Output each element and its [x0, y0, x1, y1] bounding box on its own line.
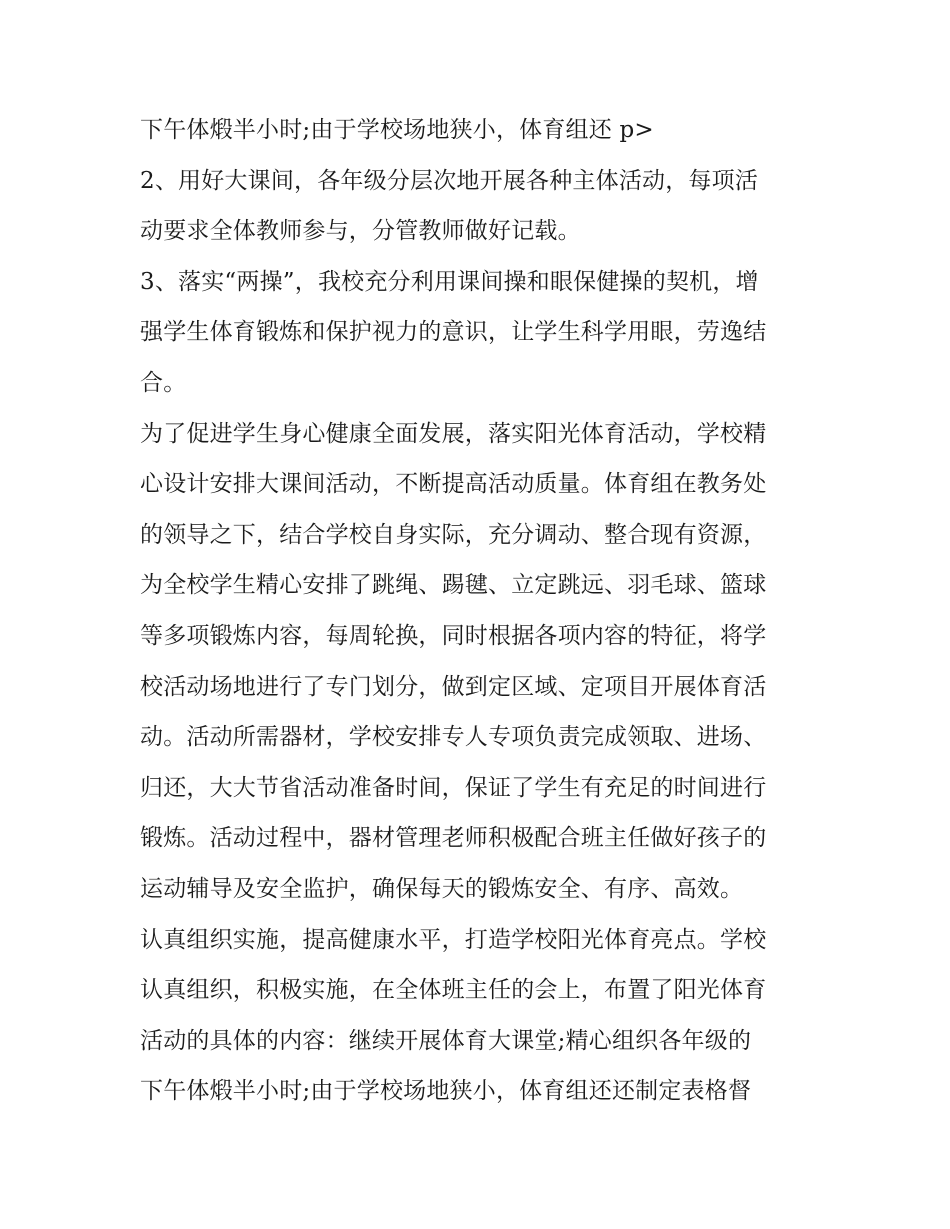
text-line: 为全校学生精心安排了跳绳、踢毽、立定跳远、羽毛球、篮球 [140, 572, 767, 599]
text-line: 下午体煅半小时;由于学校场地狭小，体育组还 p> [140, 117, 654, 143]
text-line: 等多项锻炼内容，每周轮换，同时根据各项内容的特征，将学 [140, 622, 767, 649]
text-line: 归还，大大节省活动准备时间，保证了学生有充足的时间进行 [140, 774, 767, 801]
text-line: 活动的具体的内容：继续开展体育大课堂;精心组织各年级的 [140, 1027, 752, 1054]
text-line: 下午体煅半小时;由于学校场地狭小，体育组还还制定表格督 [140, 1078, 752, 1105]
text-line: 认真组织，积极实施，在全体班主任的会上，布置了阳光体育 [140, 977, 767, 1004]
document-page [140, 110, 820, 1122]
text-line: 锻炼。活动过程中，器材管理老师积极配合班主任做好孩子的 [140, 825, 767, 852]
text-line: 为了促进学生身心健康全面发展，落实阳光体育活动，学校精 [140, 420, 767, 447]
text-line: 运动辅导及安全监护，确保每天的锻炼安全、有序、高效。 [140, 875, 744, 902]
text-line: 认真组织实施，提高健康水平，打造学校阳光体育亮点。学校 [140, 926, 767, 953]
text-line: 2、用好大课间，各年级分层次地开展各种主体活动，每项活 [140, 167, 759, 194]
text-line: 3、落实“两操”，我校充分利用课间操和眼保健操的契机，增 [140, 268, 759, 295]
text-line: 动。活动所需器材，学校安排专人专项负责完成领取、进场、 [140, 724, 767, 751]
text-line: 心设计安排大课间活动，不断提高活动质量。体育组在教务处 [140, 471, 767, 498]
text-line: 的领导之下，结合学校自身实际，充分调动、整合现有资源， [140, 521, 767, 548]
text-line: 动要求全体教师参与，分管教师做好记载。 [140, 218, 581, 245]
text-line: 校活动场地进行了专门划分，做到定区域、定项目开展体育活 [140, 673, 767, 700]
text-line: 合。 [140, 369, 187, 396]
text-line: 强学生体育锻炼和保护视力的意识，让学生科学用眼，劳逸结 [140, 319, 767, 346]
